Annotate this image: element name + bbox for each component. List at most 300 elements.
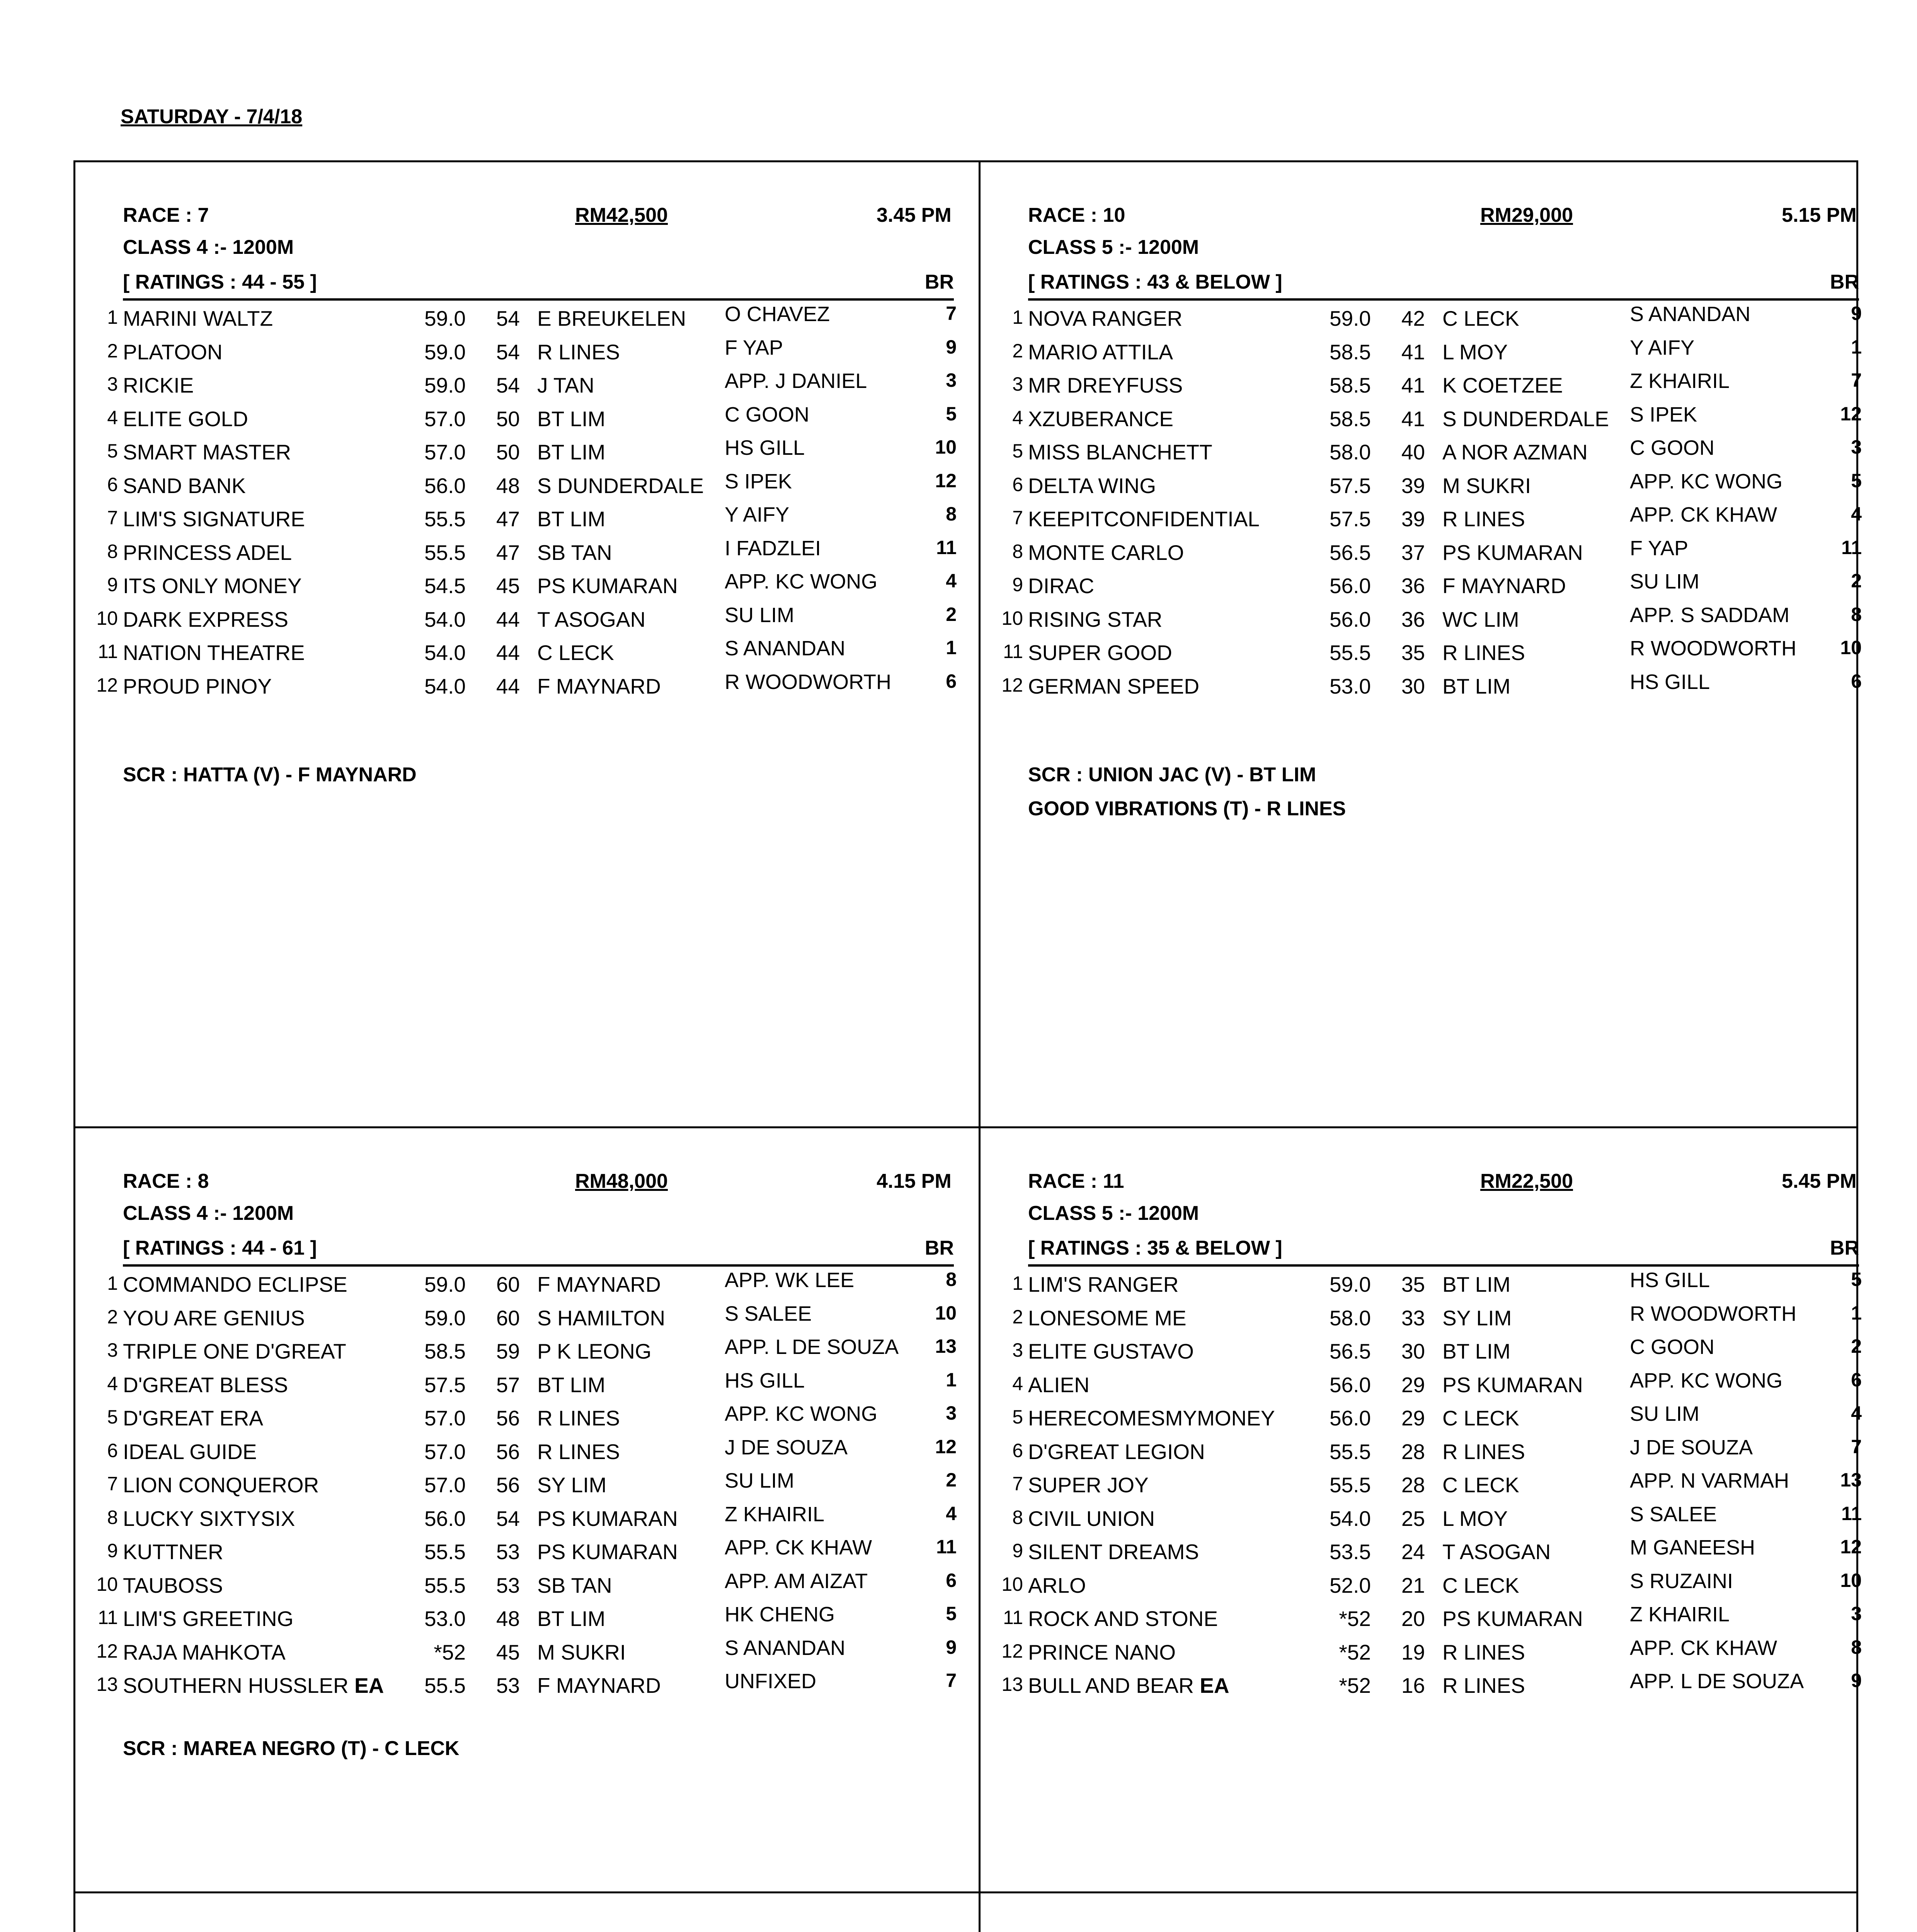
horse-name-text: MARIO ATTILA xyxy=(1028,340,1173,364)
horse-name xyxy=(1028,1339,1194,1364)
runner-row xyxy=(75,1534,976,1568)
runner-row xyxy=(981,468,1881,502)
horse-name xyxy=(1028,306,1182,331)
trainer: WC LIM xyxy=(1442,607,1519,631)
runner-row xyxy=(981,501,1881,535)
saddle-number: 11 xyxy=(98,641,118,662)
runner-row xyxy=(981,1601,1881,1634)
rating: 48 xyxy=(496,1607,520,1631)
weight: 59.0 xyxy=(424,340,466,364)
horse-name-text: PRINCE NANO xyxy=(1028,1640,1176,1664)
saddle-number: 3 xyxy=(107,1339,118,1361)
barrier-draw: 3 xyxy=(1851,1603,1862,1624)
saddle-number: 5 xyxy=(1012,440,1023,462)
horse-name xyxy=(123,1573,223,1598)
horse-name xyxy=(1028,1439,1205,1464)
barrier-draw: 5 xyxy=(946,403,957,425)
runner-row xyxy=(75,1400,976,1434)
jockey: APP. CK KHAW xyxy=(1630,1636,1777,1660)
saddle-number: 11 xyxy=(1003,1607,1023,1628)
rating: 35 xyxy=(1401,1272,1425,1296)
runner-row xyxy=(75,1300,976,1334)
rating: 21 xyxy=(1401,1573,1425,1597)
weight: 56.0 xyxy=(1329,574,1371,598)
jockey: Z KHAIRIL xyxy=(1630,1603,1730,1626)
runner-row xyxy=(75,1568,976,1601)
saddle-number: 5 xyxy=(107,440,118,462)
ratings-band xyxy=(123,1233,954,1267)
barrier-column-header: BR xyxy=(924,1237,954,1259)
horse-name-text: IDEAL GUIDE xyxy=(123,1439,257,1464)
trainer: PS KUMARAN xyxy=(1442,1372,1583,1397)
horse-name xyxy=(1028,1640,1176,1665)
race-class-distance: CLASS 4 :- 1200M xyxy=(123,236,294,259)
rating: 44 xyxy=(496,607,520,631)
runner-row xyxy=(75,1467,976,1501)
runner-row xyxy=(75,1501,976,1534)
weight: 58.5 xyxy=(1329,373,1371,397)
barrier-draw: 11 xyxy=(1841,1502,1862,1524)
race-class-distance: CLASS 4 :- 1200M xyxy=(123,1202,294,1225)
jockey: Y AIFY xyxy=(1630,336,1695,359)
rating: 25 xyxy=(1401,1506,1425,1531)
jockey: M GANEESH xyxy=(1630,1536,1755,1559)
saddle-number: 10 xyxy=(1001,607,1023,629)
race-time: 5.15 PM xyxy=(1782,204,1857,226)
horse-name-text: SAND BANK xyxy=(123,473,246,498)
race-panel-8 xyxy=(75,1128,979,1891)
race-time: 5.45 PM xyxy=(1782,1170,1857,1192)
jockey: SU LIM xyxy=(1630,570,1700,593)
barrier-draw: 8 xyxy=(946,503,957,525)
trainer: BT LIM xyxy=(537,507,606,531)
horse-name xyxy=(123,1473,319,1497)
saddle-number: 9 xyxy=(1012,574,1023,595)
runner-row xyxy=(75,1367,976,1401)
rating: 45 xyxy=(496,1640,520,1664)
horse-name-text: SOUTHERN HUSSLER xyxy=(123,1673,349,1697)
runner-row xyxy=(75,1267,976,1300)
horse-name xyxy=(123,406,248,431)
runner-list xyxy=(981,301,1881,702)
barrier-draw: 6 xyxy=(1851,670,1862,692)
weight: 57.0 xyxy=(424,1439,466,1464)
barrier-draw: 7 xyxy=(946,303,957,324)
runner-row xyxy=(75,1434,976,1468)
runner-row xyxy=(75,1601,976,1634)
weight: 54.0 xyxy=(1329,1506,1371,1531)
horse-name xyxy=(1028,1506,1155,1531)
trainer: C LECK xyxy=(537,641,614,665)
rating: 36 xyxy=(1401,574,1425,598)
horse-name-text: ROCK AND STONE xyxy=(1028,1607,1218,1631)
horse-name xyxy=(123,1673,384,1698)
jockey: APP. L DE SOUZA xyxy=(725,1335,899,1359)
runner-row xyxy=(75,668,976,702)
horse-name xyxy=(1028,440,1212,464)
weight: *52 xyxy=(1339,1673,1371,1697)
weight: 57.5 xyxy=(1329,507,1371,531)
runner-row xyxy=(75,367,976,401)
horse-name xyxy=(1028,1539,1199,1564)
jockey: F YAP xyxy=(1630,536,1689,560)
weight: 53.0 xyxy=(424,1607,466,1631)
ratings-text: [ RATINGS : 43 & BELOW ] xyxy=(1028,271,1282,293)
race-panel-9 xyxy=(75,1893,979,1932)
race-panel-7 xyxy=(75,162,979,1126)
horse-name-text: MARINI WALTZ xyxy=(123,306,273,330)
saddle-number: 6 xyxy=(107,1439,118,1461)
barrier-draw: 11 xyxy=(1841,536,1862,558)
scratching-note: SCR : HATTA (V) - F MAYNARD xyxy=(123,764,417,786)
trainer: F MAYNARD xyxy=(537,674,661,698)
weight: 56.0 xyxy=(424,473,466,498)
horse-name-text: LION CONQUEROR xyxy=(123,1473,319,1497)
jockey: Z KHAIRIL xyxy=(1630,369,1730,393)
horse-name xyxy=(1028,1372,1090,1397)
horse-name xyxy=(1028,540,1184,565)
weight: 59.0 xyxy=(424,306,466,330)
trainer: C LECK xyxy=(1442,1573,1519,1597)
jockey: F YAP xyxy=(725,336,783,359)
runner-row xyxy=(981,401,1881,435)
rating: 54 xyxy=(496,373,520,397)
jockey: APP. S SADDAM xyxy=(1630,603,1790,627)
horse-name-text: CIVIL UNION xyxy=(1028,1506,1155,1531)
horse-name-text: LIM'S RANGER xyxy=(1028,1272,1179,1296)
barrier-draw: 4 xyxy=(946,570,957,592)
barrier-draw: 10 xyxy=(935,436,957,458)
saddle-number: 7 xyxy=(1012,1473,1023,1495)
ratings-text: [ RATINGS : 35 & BELOW ] xyxy=(1028,1237,1282,1259)
barrier-draw: 2 xyxy=(946,1469,957,1491)
horse-name-text: DELTA WING xyxy=(1028,473,1156,498)
saddle-number: 8 xyxy=(107,540,118,562)
horse-name-text: TRIPLE ONE D'GREAT xyxy=(123,1339,346,1363)
trainer: SY LIM xyxy=(537,1473,607,1497)
saddle-number: 1 xyxy=(107,1272,118,1294)
barrier-draw: 3 xyxy=(946,369,957,391)
saddle-number: 1 xyxy=(1012,306,1023,328)
weight: *52 xyxy=(434,1640,466,1664)
jockey: SU LIM xyxy=(725,1469,795,1492)
saddle-number: 11 xyxy=(98,1607,118,1628)
horse-name xyxy=(123,540,292,565)
trainer: L MOY xyxy=(1442,340,1508,364)
rating: 56 xyxy=(496,1439,520,1464)
weight: 56.0 xyxy=(1329,1372,1371,1397)
horse-name xyxy=(123,306,273,331)
trainer: SB TAN xyxy=(537,1573,612,1597)
runner-row xyxy=(981,635,1881,668)
trainer: PS KUMARAN xyxy=(537,1540,678,1564)
horse-name-text: KEEPITCONFIDENTIAL xyxy=(1028,507,1260,531)
rating: 37 xyxy=(1401,540,1425,565)
weight: *52 xyxy=(1339,1640,1371,1664)
barrier-draw: 3 xyxy=(946,1402,957,1424)
weight: 59.0 xyxy=(424,373,466,397)
trainer: M SUKRI xyxy=(537,1640,626,1664)
saddle-number: 9 xyxy=(107,1540,118,1561)
jockey: APP. L DE SOUZA xyxy=(1630,1670,1804,1693)
trainer: R LINES xyxy=(1442,1673,1525,1697)
saddle-number: 9 xyxy=(107,574,118,595)
horse-name-text: DARK EXPRESS xyxy=(123,607,288,631)
runner-row xyxy=(981,1300,1881,1334)
race-class-distance: CLASS 5 :- 1200M xyxy=(1028,1202,1199,1225)
horse-name-text: PROUD PINOY xyxy=(123,674,272,698)
trainer: M SUKRI xyxy=(1442,473,1531,498)
weight: 55.5 xyxy=(424,507,466,531)
horse-name xyxy=(123,1339,346,1364)
saddle-number: 6 xyxy=(1012,1439,1023,1461)
rating: 54 xyxy=(496,306,520,330)
horse-name-text: KUTTNER xyxy=(123,1540,223,1564)
weight: 55.5 xyxy=(424,1540,466,1564)
trainer: T ASOGAN xyxy=(1442,1540,1551,1564)
race-class-distance: CLASS 5 :- 1200M xyxy=(1028,236,1199,259)
weight: 55.5 xyxy=(424,1573,466,1597)
runner-row xyxy=(75,468,976,502)
runner-row xyxy=(981,1434,1881,1468)
horse-name-text: RAJA MAHKOTA xyxy=(123,1640,286,1664)
trainer: S HAMILTON xyxy=(537,1306,666,1330)
weight: 58.5 xyxy=(1329,340,1371,364)
barrier-draw: 12 xyxy=(1840,1536,1862,1558)
runner-row xyxy=(981,1267,1881,1300)
ratings-band xyxy=(1028,267,1859,301)
race-panel-11 xyxy=(981,1128,1862,1891)
jockey: APP. CK KHAW xyxy=(1630,503,1777,526)
horse-name xyxy=(1028,373,1183,398)
race-panel-10 xyxy=(981,162,1862,1126)
trainer: R LINES xyxy=(537,340,620,364)
weight: 52.0 xyxy=(1329,1573,1371,1597)
weight: 57.5 xyxy=(424,1372,466,1397)
horse-name xyxy=(123,1506,295,1531)
rating: 59 xyxy=(496,1339,520,1363)
rating: 19 xyxy=(1401,1640,1425,1664)
runner-row xyxy=(75,434,976,468)
barrier-draw: 9 xyxy=(1851,303,1862,324)
horse-name-text: COMMANDO ECLIPSE xyxy=(123,1272,347,1296)
rating: 16 xyxy=(1401,1673,1425,1697)
trainer: SY LIM xyxy=(1442,1306,1512,1330)
jockey: HS GILL xyxy=(1630,670,1710,694)
trainer: L MOY xyxy=(1442,1506,1508,1531)
jockey: S ANANDAN xyxy=(725,1636,846,1660)
horse-name xyxy=(123,507,305,531)
jockey: APP. KC WONG xyxy=(1630,1369,1783,1392)
horse-name xyxy=(1028,674,1199,699)
rating: 45 xyxy=(496,574,520,598)
trainer: SB TAN xyxy=(537,540,612,565)
saddle-number: 4 xyxy=(1012,406,1023,429)
horse-name-text: TAUBOSS xyxy=(123,1573,223,1597)
barrier-draw: 2 xyxy=(1851,1335,1862,1357)
saddle-number: 8 xyxy=(107,1506,118,1528)
trainer: A NOR AZMAN xyxy=(1442,440,1588,464)
saddle-number: 7 xyxy=(107,507,118,529)
jockey: C GOON xyxy=(725,403,810,426)
rating: 20 xyxy=(1401,1607,1425,1631)
rating: 54 xyxy=(496,340,520,364)
horse-name-text: SUPER GOOD xyxy=(1028,641,1172,665)
trainer: PS KUMARAN xyxy=(537,574,678,598)
saddle-number: 7 xyxy=(107,1473,118,1495)
weight: 58.5 xyxy=(1329,406,1371,431)
barrier-column-header: BR xyxy=(1830,271,1859,293)
horse-name xyxy=(1028,640,1172,665)
saddle-number: 2 xyxy=(107,340,118,362)
trainer: C LECK xyxy=(1442,306,1519,330)
barrier-draw: 13 xyxy=(935,1335,957,1357)
rating: 60 xyxy=(496,1306,520,1330)
trainer: F MAYNARD xyxy=(1442,574,1566,598)
horse-name xyxy=(1028,1473,1149,1497)
horse-name xyxy=(123,440,291,464)
trainer: R LINES xyxy=(537,1439,620,1464)
saddle-number: 8 xyxy=(1012,1506,1023,1528)
trainer: BT LIM xyxy=(1442,1272,1511,1296)
ratings-band xyxy=(1028,1233,1859,1267)
runner-row xyxy=(75,1634,976,1668)
rating: 30 xyxy=(1401,674,1425,698)
jockey: HS GILL xyxy=(725,436,805,459)
horse-name xyxy=(123,1272,347,1297)
horse-name-text: RICKIE xyxy=(123,373,194,397)
jockey: Y AIFY xyxy=(725,503,790,526)
rating: 39 xyxy=(1401,507,1425,531)
trainer: R LINES xyxy=(1442,1439,1525,1464)
weight: 56.0 xyxy=(1329,1406,1371,1430)
jockey: SU LIM xyxy=(1630,1402,1700,1425)
jockey: UNFIXED xyxy=(725,1670,817,1693)
saddle-number: 12 xyxy=(96,674,118,696)
jockey: R WOODWORTH xyxy=(725,670,891,694)
race-card-frame xyxy=(73,160,1862,1932)
weight: 59.0 xyxy=(424,1272,466,1296)
ea-marker: EA xyxy=(354,1673,384,1697)
jockey: S ANANDAN xyxy=(1630,303,1751,326)
runner-row xyxy=(75,334,976,368)
jockey: APP. AM AIZAT xyxy=(725,1569,868,1593)
weight: 57.0 xyxy=(424,440,466,464)
weight: 58.5 xyxy=(424,1339,466,1363)
runner-row xyxy=(75,635,976,668)
saddle-number: 3 xyxy=(1012,1339,1023,1361)
barrier-draw: 13 xyxy=(1840,1469,1862,1491)
trainer: S DUNDERDALE xyxy=(537,473,704,498)
saddle-number: 8 xyxy=(1012,540,1023,562)
jockey: Z KHAIRIL xyxy=(725,1502,825,1526)
runner-row xyxy=(981,1501,1881,1534)
weight: 56.0 xyxy=(1329,607,1371,631)
trainer: T ASOGAN xyxy=(537,607,646,631)
weight: 56.5 xyxy=(1329,1339,1371,1363)
saddle-number: 13 xyxy=(1001,1673,1023,1695)
saddle-number: 4 xyxy=(107,406,118,429)
barrier-draw: 10 xyxy=(1840,1569,1862,1591)
barrier-draw: 7 xyxy=(946,1670,957,1691)
rating: 28 xyxy=(1401,1439,1425,1464)
rating: 36 xyxy=(1401,607,1425,631)
horse-name-text: HERECOMESMYMONEY xyxy=(1028,1406,1275,1430)
rating: 29 xyxy=(1401,1372,1425,1397)
horse-name xyxy=(1028,473,1156,498)
runner-row xyxy=(981,434,1881,468)
prize-money: RM48,000 xyxy=(575,1170,668,1192)
weight: *52 xyxy=(1339,1607,1371,1631)
weight: 55.5 xyxy=(424,1673,466,1697)
jockey: R WOODWORTH xyxy=(1630,637,1796,660)
trainer: PS KUMARAN xyxy=(1442,1607,1583,1631)
barrier-draw: 12 xyxy=(935,469,957,492)
barrier-draw: 10 xyxy=(1840,637,1862,658)
weight: 54.0 xyxy=(424,607,466,631)
weight: 58.0 xyxy=(1329,440,1371,464)
scratching-note: SCR : MAREA NEGRO (T) - C LECK xyxy=(123,1737,460,1760)
scratching-note: GOOD VIBRATIONS (T) - R LINES xyxy=(1028,798,1346,820)
barrier-draw: 1 xyxy=(946,637,957,658)
horse-name xyxy=(123,1306,305,1330)
saddle-number: 5 xyxy=(1012,1406,1023,1428)
horse-name-text: ARLO xyxy=(1028,1573,1086,1597)
rating: 41 xyxy=(1401,340,1425,364)
jockey: S SALEE xyxy=(725,1302,812,1325)
page-title: SATURDAY - 7/4/18 xyxy=(121,105,303,128)
runner-row xyxy=(981,301,1881,334)
horse-name-text: LUCKY SIXTYSIX xyxy=(123,1506,295,1531)
rating: 56 xyxy=(496,1473,520,1497)
rating: 39 xyxy=(1401,473,1425,498)
weight: 59.0 xyxy=(1329,306,1371,330)
barrier-draw: 3 xyxy=(1851,436,1862,458)
ratings-text: [ RATINGS : 44 - 55 ] xyxy=(123,271,317,293)
horse-name xyxy=(123,1640,286,1665)
horse-name xyxy=(1028,1306,1187,1330)
horse-name-text: XZUBERANCE xyxy=(1028,406,1173,431)
horse-name-text: ITS ONLY MONEY xyxy=(123,574,302,598)
runner-row xyxy=(981,334,1881,368)
rating: 35 xyxy=(1401,641,1425,665)
barrier-draw: 9 xyxy=(946,1636,957,1658)
barrier-draw: 7 xyxy=(1851,369,1862,391)
barrier-draw: 2 xyxy=(1851,570,1862,592)
saddle-number: 10 xyxy=(1001,1573,1023,1595)
runner-row xyxy=(981,602,1881,635)
jockey: HS GILL xyxy=(725,1369,805,1392)
rating: 42 xyxy=(1401,306,1425,330)
horse-name xyxy=(123,1539,223,1564)
barrier-draw: 8 xyxy=(1851,603,1862,625)
trainer: J TAN xyxy=(537,373,594,397)
weight: 56.5 xyxy=(1329,540,1371,565)
saddle-number: 12 xyxy=(1001,1640,1023,1662)
saddle-number: 3 xyxy=(1012,373,1023,395)
trainer: BT LIM xyxy=(537,1372,606,1397)
horse-name xyxy=(123,1606,293,1631)
saddle-number: 1 xyxy=(107,306,118,328)
trainer: E BREUKELEN xyxy=(537,306,686,330)
rating: 47 xyxy=(496,507,520,531)
barrier-draw: 12 xyxy=(1840,403,1862,425)
horse-name xyxy=(123,674,272,699)
race-number: RACE : 8 xyxy=(123,1170,209,1192)
horse-name xyxy=(123,573,302,598)
rating: 41 xyxy=(1401,373,1425,397)
jockey: APP. CK KHAW xyxy=(725,1536,872,1559)
